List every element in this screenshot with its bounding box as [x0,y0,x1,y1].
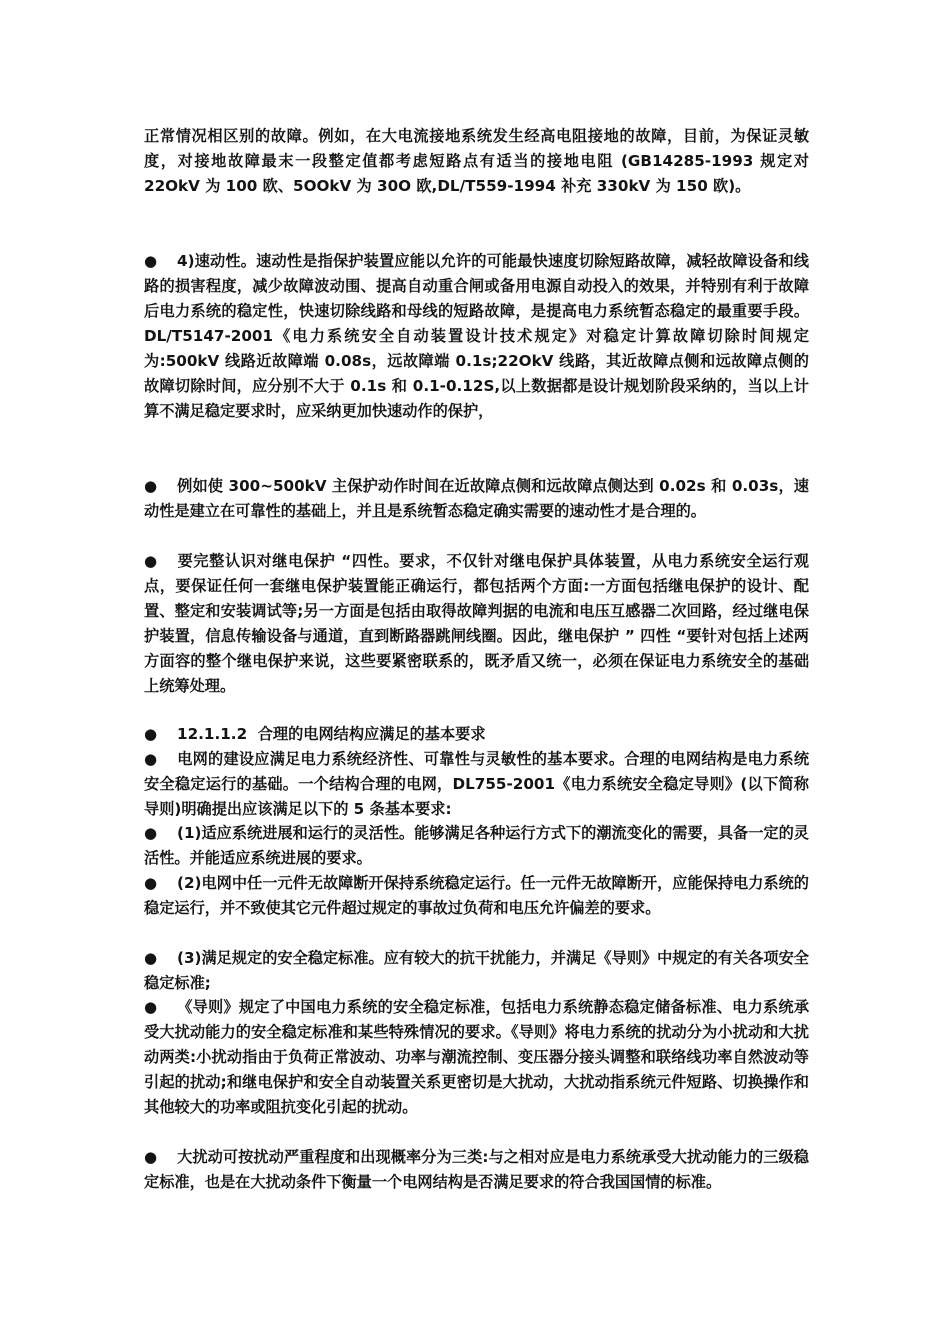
bullet-icon: ● [144,725,158,743]
paragraph-text: (3)满足规定的安全稳定标准。应有较大的抗干扰能力，并满足《导则》中规定的有关各项安全稳定标准; [144,949,809,992]
paragraph-6 [144,747,809,822]
bullet-icon: ● [144,750,158,768]
paragraph-10 [144,995,809,1120]
bullet-icon: ● [144,1148,158,1166]
paragraph-9 [144,946,809,996]
paragraph-text: 例如使 300~500kV 主保护动作时间在近故障点侧和远故障点侧达到 0.02s 和 0.03s，速动性是建立在可靠性的基础上，并且是系统暂态稳定确实需要的速动性才是合理的。 [144,477,809,520]
paragraph-text: 正常情况相区别的故障。例如，在大电流接地系统发生经高电阻接地的故障，目前，为保证灵敏度，对接地故障最末一段整定值都考虑短路点有适当的接地电阻 (GB14285-1993 规定对 22OkV 为 100 欧、5OOkV 为 30O 欧,DL/T559-1994 补充 330kV 为 150 欧)。 [144,127,809,195]
section-heading: 12.1.1.2 合理的电网结构应满足的基本要求 [177,725,486,743]
bullet-icon: ● [144,874,158,892]
paragraph-text: (1)适应系统进展和运行的灵活性。能够满足各种运行方式下的潮流变化的需要，具备一定的灵活性。并能适应系统进展的要求。 [144,824,809,867]
bullet-icon: ● [144,824,158,842]
paragraph-text: 要完整认识对继电保护 “四性。要求，不仅针对继电保护具体装置，从电力系统安全运行观点，要保证任何一套继电保护装置能正确运行，都包括两个方面:一方面包括继电保护的设计、配置、整定和安装调试等;另一方面是包括由取得故障判据的电流和电压互感器二次回路，经过继电保护装置，信息传输设备与通道，直到断路器跳闸线圈。因此，继电保护 ” 四性 “要针对包括上述两方面容的整个继电保护来说，这些要紧密联系的，既矛盾又统一，必须在保证电力系统安全的基础上统筹处理。 [144,552,809,695]
paragraph-text: 《导则》规定了中国电力系统的安全稳定标准，包括电力系统静态稳定储备标准、电力系统承受大扰动能力的安全稳定标准和某些特殊情况的要求。《导则》将电力系统的扰动分为小扰动和大扰动两类:小扰动指由于负荷正常波动、功率与潮流控制、变压器分接头调整和联络线功率自然波动等引起的扰动;和继电保护和安全自动装置关系更密切是大扰动，大扰动指系统元件短路、切换操作和其他较大的功率或阻抗变化引起的扰动。 [144,998,809,1116]
paragraph-text: 电网的建设应满足电力系统经济性、可靠性与灵敏性的基本要求。合理的电网结构是电力系统安全稳定运行的基础。一个结构合理的电网，DL755-2001《电力系统安全稳定导则》(以下简称导则)明确提出应该满足以下的 5 条基本要求: [144,750,809,818]
bullet-icon: ● [144,949,158,967]
paragraph-7 [144,821,809,871]
paragraph-3 [144,474,809,524]
bullet-icon: ● [144,252,158,270]
paragraph-1 [144,124,809,199]
paragraph-8 [144,871,809,921]
bullet-icon: ● [144,477,158,495]
bullet-icon: ● [144,552,158,570]
paragraph-text: 4)速动性。速动性是指保护装置应能以允许的可能最快速度切除短路故障，减轻故障设备和线路的损害程度，减少故障波动围、提高自动重合闸或备用电源自动投入的效果，并特别有利于故障后电力系统的稳定性，快速切除线路和母线的短路故障，是提高电力系统暂态稳定的最重要手段。DL/T5147-2001《电力系统安全自动装置设计技术规定》对稳定计算故障切除时间规定为:500kV 线路近故障端 0.08s，远故障端 0.1s;22OkV 线路，其近故障点侧和远故障点侧的故障切除时间，应分别不大于 0.1s 和 0.1-0.12S,以上数据都是设计规划阶段采纳的，当以上计算不满足稳定要求时，应采纳更加快速动作的保护， [144,252,809,420]
paragraph-text: 大扰动可按扰动严重程度和出现概率分为三类:与之相对应是电力系统承受大扰动能力的三级稳定标准，也是在大扰动条件下衡量一个电网结构是否满足要求的符合我国国情的标准。 [144,1148,809,1191]
bullet-icon: ● [144,998,158,1016]
paragraph-text: (2)电网中任一元件无故障断开保持系统稳定运行。任一元件无故障断开，应能保持电力系统的稳定运行，并不致使其它元件超过规定的事故过负荷和电压允许偏差的要求。 [144,874,809,917]
paragraph-4 [144,549,809,699]
paragraph-2 [144,249,809,424]
paragraph-11 [144,1145,809,1195]
paragraph-5-section-heading [144,722,809,747]
